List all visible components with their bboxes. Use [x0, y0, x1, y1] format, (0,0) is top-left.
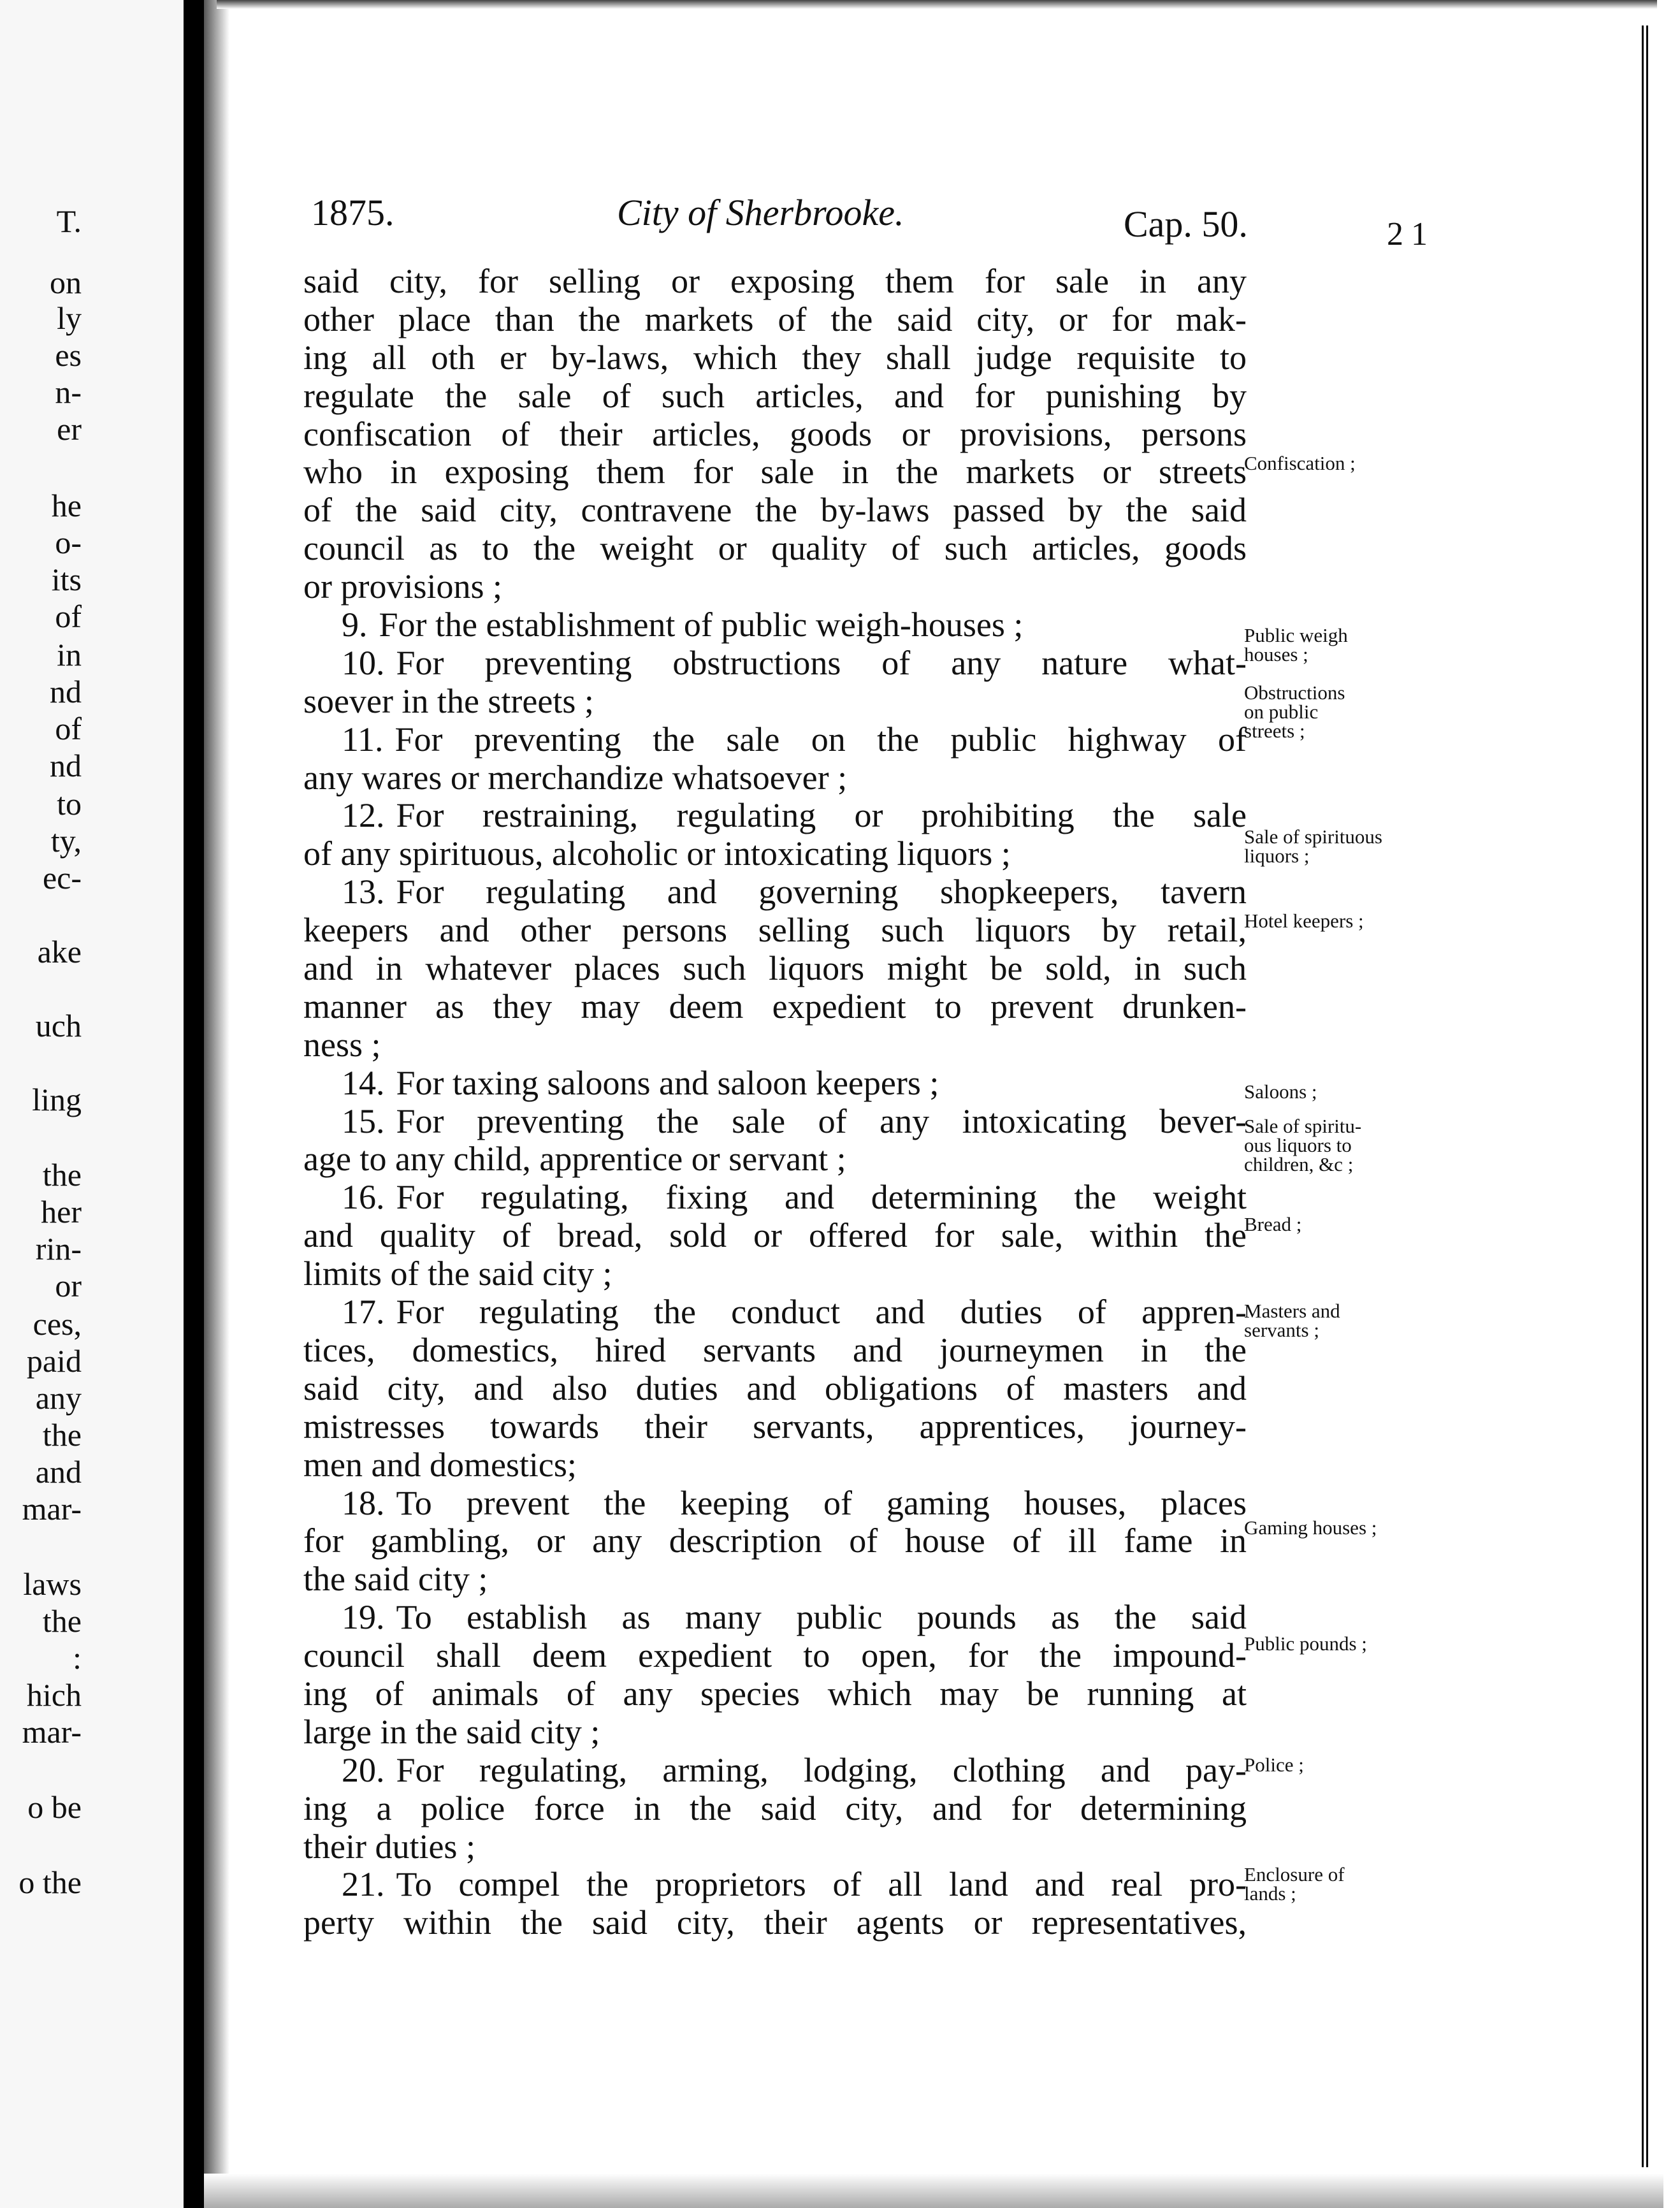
- book-gutter: [184, 0, 204, 2208]
- left-page-fragment: her: [41, 1194, 82, 1230]
- text-line: perty within the said city, their agents or representatives,: [303, 1904, 1247, 1942]
- margin-note-public-pounds: Public pounds ;: [1244, 1632, 1367, 1655]
- left-page-fragment: er: [57, 411, 82, 447]
- header-year: 1875.: [311, 192, 395, 233]
- text-line: of the said city, contravene the by-laws passed by the said: [303, 491, 1247, 530]
- margin-note-gaming-houses: Gaming houses ;: [1244, 1516, 1377, 1539]
- left-page-fragment: :: [73, 1640, 82, 1676]
- text-line: council as to the weight or quality of such articles, goods: [303, 530, 1247, 568]
- text-line: or provisions ;: [303, 568, 503, 606]
- text-line: their duties ;: [303, 1827, 475, 1866]
- text-line: said city, and also duties and obligations of masters and: [303, 1369, 1247, 1407]
- paragraph-number: 9.: [342, 606, 368, 644]
- bottom-shadow: [204, 2174, 1663, 2208]
- text-line: who in exposing them for sale in the markets or streets: [303, 453, 1247, 491]
- margin-note-spirituous-liquors: Sale of spirituous: [1244, 825, 1382, 848]
- paragraph-19: 19. To establish as many public pounds as the said: [342, 1599, 1247, 1637]
- left-page-fragment: of: [55, 599, 82, 634]
- header-chapter: Cap. 50.: [1124, 203, 1248, 245]
- left-page-fragment: the: [42, 1157, 82, 1193]
- left-page-fragment: or: [55, 1268, 82, 1304]
- text-line: ing of animals of any species which may be running at: [303, 1674, 1247, 1713]
- text-line: ness ;: [303, 1026, 381, 1064]
- left-page-fragment: in: [57, 637, 82, 672]
- left-page-fragment: on: [50, 265, 82, 300]
- left-page-fragment: the: [42, 1417, 82, 1453]
- left-page-fragment: to: [57, 786, 82, 822]
- left-page-edge: [0, 0, 191, 2208]
- left-page-fragment: ec-: [42, 860, 82, 896]
- paragraph-15: 15. For preventing the sale of any intoxicating bever-: [342, 1102, 1247, 1140]
- margin-note-weigh-houses: Public weigh: [1244, 624, 1348, 646]
- text-line: council shall deem expedient to open, for the impound-: [303, 1637, 1247, 1675]
- left-page-fragment: paid: [26, 1343, 82, 1379]
- paragraph-number: 15.: [342, 1102, 385, 1140]
- paragraph-10: 10. For preventing obstructions of any nature what-: [342, 644, 1247, 682]
- left-page-fragment: any: [35, 1380, 82, 1416]
- text-line: regulate the sale of such articles, and for punishing by: [303, 377, 1247, 415]
- left-page-fragment: ake: [37, 934, 82, 970]
- paragraph-number: 17.: [342, 1293, 385, 1332]
- text-line: confiscation of their articles, goods or provisions, persons: [303, 415, 1247, 453]
- paragraph-number: 14.: [342, 1064, 385, 1102]
- text-line: ing a police force in the said city, and for determining: [303, 1789, 1247, 1827]
- text-line: mistresses towards their servants, apprentices, journey-: [303, 1407, 1247, 1446]
- left-page-fragment: and: [35, 1454, 82, 1490]
- left-page-fragment: ly: [57, 300, 82, 336]
- left-page-fragment: ling: [32, 1082, 82, 1117]
- text-line: for gambling, or any description of house of ill fame in: [303, 1522, 1247, 1560]
- left-page-fragment: o-: [55, 525, 82, 560]
- margin-note-obstructions: streets ;: [1244, 720, 1305, 742]
- paragraph-16: 16. For regulating, fixing and determining the weight: [342, 1179, 1247, 1217]
- paragraph-21: 21. To compel the proprietors of all land and real pro-: [342, 1866, 1247, 1904]
- header-title: City of Sherbrooke.: [617, 192, 904, 233]
- paragraph-number: 12.: [342, 797, 385, 835]
- margin-note-sale-to-children: children, &c ;: [1244, 1153, 1354, 1175]
- left-page-fragment: hich: [26, 1677, 82, 1713]
- text-line: other place than the markets of the said city, or for mak-: [303, 300, 1247, 338]
- page-number: 21: [1387, 216, 1435, 252]
- paragraph-9: 9. For the establishment of public weigh-houses ;: [342, 606, 1024, 644]
- margin-note-obstructions: on public: [1244, 701, 1319, 723]
- margin-note-bread: Bread ;: [1244, 1213, 1302, 1235]
- left-page-fragment: n-: [55, 374, 82, 410]
- margin-note-obstructions: Obstructions: [1244, 681, 1345, 704]
- text-line: and quality of bread, sold or offered for sale, within the: [303, 1217, 1247, 1255]
- top-edge-shadow: [217, 0, 1657, 9]
- margin-note-sale-to-children: ous liquors to: [1244, 1134, 1352, 1156]
- text-line: ing all oth er by-laws, which they shall judge requisite to: [303, 338, 1247, 377]
- left-page-fragment: mar-: [22, 1491, 82, 1527]
- paragraph-11: 11. For preventing the sale on the public highway of: [342, 720, 1247, 759]
- margin-note-masters-servants: servants ;: [1244, 1319, 1319, 1341]
- page-edge-lines: [1642, 25, 1655, 2167]
- margin-note-sale-to-children: Sale of spiritu-: [1244, 1115, 1362, 1137]
- paragraph-number: 21.: [342, 1866, 385, 1904]
- text-line: the said city ;: [303, 1560, 488, 1599]
- left-page-fragment: its: [51, 562, 82, 597]
- margin-note-spirituous-liquors: liquors ;: [1244, 845, 1310, 867]
- paragraph-13: 13. For regulating and governing shopkeepers, tavern: [342, 873, 1247, 912]
- text-line: limits of the said city ;: [303, 1255, 612, 1293]
- text-line: any wares or merchandize whatsoever ;: [303, 759, 848, 797]
- paragraph-number: 10.: [342, 644, 385, 682]
- text-line: soever in the streets ;: [303, 682, 594, 720]
- paragraph-14: 14. For taxing saloons and saloon keepers ;: [342, 1064, 939, 1102]
- left-page-fragment: o be: [27, 1789, 82, 1825]
- paragraph-number: 19.: [342, 1599, 385, 1637]
- margin-note-confiscation: Confiscation ;: [1244, 452, 1356, 474]
- text-line: and in whatever places such liquors might be sold, in such: [303, 950, 1247, 988]
- left-page-fragment: es: [55, 337, 82, 373]
- left-page-fragment: the: [42, 1603, 82, 1639]
- left-page-fragment: o the: [18, 1864, 82, 1900]
- margin-note-enclosure: lands ;: [1244, 1882, 1296, 1905]
- left-page-fragment: mar-: [22, 1714, 82, 1750]
- left-page-fragment: rin-: [35, 1231, 82, 1267]
- paragraph-number: 18.: [342, 1484, 385, 1522]
- left-page-fragment: ces,: [33, 1306, 82, 1342]
- paragraph-18: 18. To prevent the keeping of gaming houses, places: [342, 1484, 1247, 1522]
- paragraph-number: 13.: [342, 873, 385, 912]
- margin-note-police: Police ;: [1244, 1754, 1304, 1776]
- margin-note-enclosure: Enclosure of: [1244, 1863, 1345, 1885]
- margin-note-hotel-keepers: Hotel keepers ;: [1244, 910, 1364, 932]
- gutter-shadow: [204, 0, 229, 2208]
- margin-note-saloons: Saloons ;: [1244, 1080, 1317, 1103]
- left-page-fragment: laws: [23, 1566, 82, 1602]
- text-line: said city, for selling or exposing them for sale in any: [303, 263, 1247, 300]
- left-page-fragment: ty,: [50, 823, 82, 859]
- margin-note-weigh-houses: houses ;: [1244, 643, 1308, 665]
- left-page-fragment: he: [51, 488, 82, 523]
- paragraph-17: 17. For regulating the conduct and duties of appren-: [342, 1293, 1247, 1332]
- left-page-fragment: nd: [50, 674, 82, 709]
- left-page-fragment: uch: [35, 1008, 82, 1043]
- text-line: manner as they may deem expedient to prevent drunken-: [303, 987, 1247, 1026]
- paragraph-20: 20. For regulating, arming, lodging, clothing and pay-: [342, 1751, 1247, 1789]
- body-text: [303, 263, 1247, 1942]
- text-line: men and domestics;: [303, 1446, 577, 1484]
- paragraph-number: 20.: [342, 1751, 385, 1789]
- left-page-fragment: nd: [50, 748, 82, 783]
- text-line: age to any child, apprentice or servant ;: [303, 1140, 846, 1179]
- paragraph-number: 11.: [342, 720, 384, 759]
- paragraph-number: 16.: [342, 1179, 385, 1217]
- paragraph-12: 12. For restraining, regulating or prohibiting the sale: [342, 797, 1247, 835]
- text-line: large in the said city ;: [303, 1713, 600, 1751]
- left-page-fragment: T.: [56, 203, 82, 239]
- text-line: tices, domestics, hired servants and journeymen in the: [303, 1331, 1247, 1369]
- running-header: [311, 191, 1267, 245]
- text-line: keepers and other persons selling such liquors by retail,: [303, 912, 1247, 950]
- text-line: of any spirituous, alcoholic or intoxicating liquors ;: [303, 835, 1011, 873]
- left-page-fragment: of: [55, 711, 82, 746]
- margin-note-masters-servants: Masters and: [1244, 1300, 1340, 1322]
